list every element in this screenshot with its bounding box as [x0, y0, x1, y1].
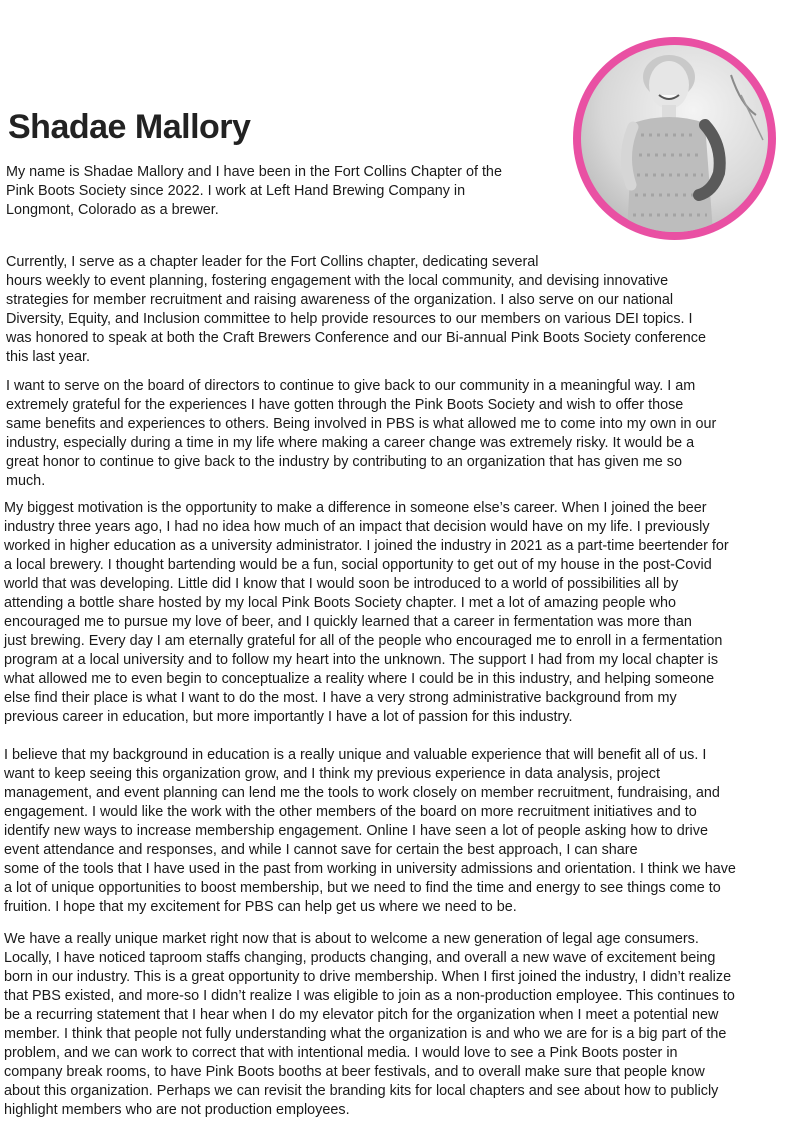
intro-paragraph: My name is Shadae Mallory and I have been in the Fort Collins Chapter of the Pink Boots Society since 2022. I work at Left Hand Brewing Company in Longmont, Colorado as a brewer. — [6, 164, 502, 218]
portrait-image — [581, 45, 768, 232]
board-motivation-paragraph: I want to serve on the board of directors to continue to give back to our community in a meaningful way. I am extremely grateful for the experiences I have gotten through the Pink Boots Society and wish to offer those same benefits and experiences to others. Being involved in PBS is what allowed me to come into my own in our industry, especially during a time in my life where making a career change was extremely risky. It would be a great honor to continue to give back to the industry by contributing to an organization that has given me so much. — [6, 378, 717, 489]
page-title: Shadae Mallory — [8, 108, 251, 146]
background-paragraph: I believe that my background in education is a really unique and valuable experience that will benefit all of us. I want to keep seeing this organization grow, and I think my previous experience in data analysis, project management, and event planning can lend me the tools to work closely on member recruitment, fundraising, and engagement. I would like the work with the other members of the board on more recruitment initiatives and to identify new ways to increase membership engagement. Online I have seen a lot of people asking how to drive event attendance and responses, and while I cannot save for certain the best approach, I can share some of the tools that I have used in the past from working in university admissions and orientation. I think we have a lot of unique opportunities to boost membership, but we need to find the time and energy to see things come to fruition. I hope that my excitement for PBS can help get us where we need to be. — [4, 747, 736, 915]
profile-photo — [581, 45, 768, 232]
profile-photo-frame — [573, 37, 776, 240]
biggest-motivation-paragraph: My biggest motivation is the opportunity to make a difference in someone else’s career. When I joined the beer industry three years ago, I had no idea how much of an impact that decision would have on my life. I previously worked in higher education as a university administrator. I joined the industry in 2021 as a part-time beertender for a local brewery. I thought bartending would be a fun, social opportunity to get out of my house in the post-Covid world that was developing. Little did I know that I would soon be introduced to a world of possibilities all by attending a bottle share hosted by my local Pink Boots Society chapter. I met a lot of amazing people who encouraged me to pursue my love of beer, and I quickly learned that a career in fermentation was more than just brewing. Every day I am eternally grateful for all of the people who encouraged me to enroll in a fermentation program at a local university and to follow my heart into the unknown. The support I had from my local chapter is what allowed me to even begin to conceptualize a reality where I could be in this industry, and helping someone else find their place is what I want to do the most. I have a very strong administrative background from my previous career in education, but more importantly I have a lot of passion for this industry. — [4, 500, 729, 725]
chapter-role-paragraph: Currently, I serve as a chapter leader for the Fort Collins chapter, dedicating several hours weekly to event planning, fostering engagement with the local community, and devising innovative strategies for member recruitment and raising awareness of the organization. I also serve on our national Diversity, Equity, and Inclusion committee to help provide resources to our members on various DEI topics. I was honored to speak at both the Craft Brewers Conference and our Bi-annual Pink Boots Society conference this last year. — [6, 254, 706, 365]
market-paragraph: We have a really unique market right now that is about to welcome a new generation of legal age consumers. Locally, I have noticed taproom staffs changing, products changing, and overall a new wave of excitement being born in our industry. This is a great opportunity to drive membership. When I first joined the industry, I didn’t realize that PBS existed, and more-so I didn’t realize I was eligible to join as a non-production employee. This continues to be a recurring statement that I hear when I do my elevator pitch for the organization when I meet a potential new member. I think that people not fully understanding what the organization is and who we are for is a big part of the problem, and we can work to correct that with intentional media. I would love to see a Pink Boots poster in company break rooms, to have Pink Boots booths at beer festivals, and to overall make sure that people know about this organization. Perhaps we can revisit the branding kits for local chapters and see about how to publicly highlight members who are not production employees. — [4, 931, 735, 1118]
